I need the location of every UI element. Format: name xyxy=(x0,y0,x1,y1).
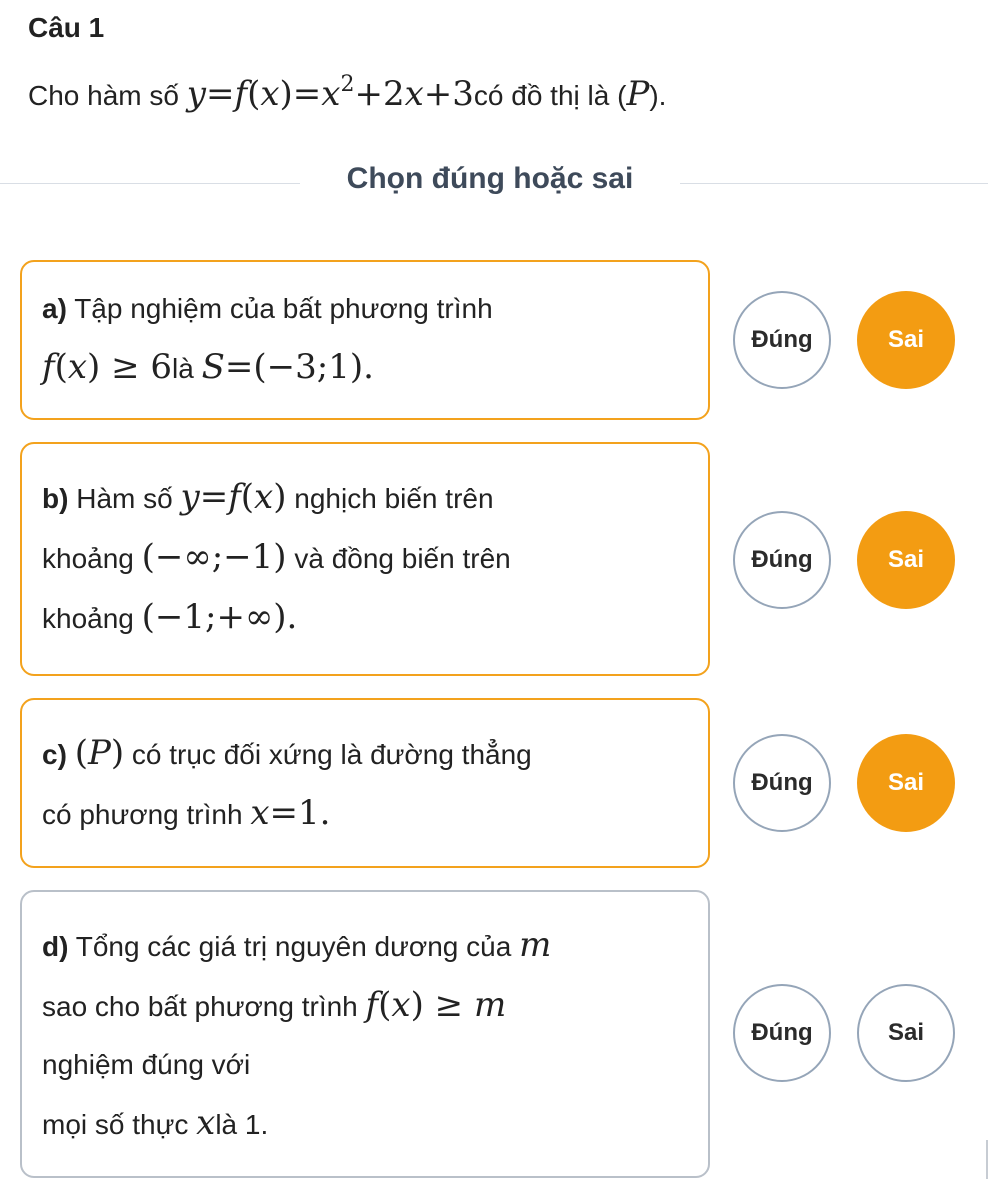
statement-card-b: b) Hàm số y=f(x) nghịch biến trên khoảng (−∞;−1) và đồng biến trên khoảng (−1;+∞). xyxy=(20,442,710,676)
question-intro-suffix: có đồ thị là (P). xyxy=(473,74,667,114)
true-button-a[interactable]: Đúng xyxy=(733,291,831,389)
true-button-d[interactable]: Đúng xyxy=(733,984,831,1082)
statement-label: c) xyxy=(42,739,67,770)
question-intro-prefix: Cho hàm số xyxy=(28,80,187,111)
statement-label: d) xyxy=(42,931,69,962)
statement-card-c: c) (P) có trục đối xứng là đường thẳng có phương trình x=1. xyxy=(20,698,710,868)
divider-left xyxy=(0,183,300,184)
question-title: Câu 1 xyxy=(28,12,105,43)
false-button-a[interactable]: Sai xyxy=(857,291,955,389)
question-text: Cho hàm số $y=f(x)=x^2+2x+3có$ đồ thị là (P). xyxy=(28,72,667,114)
statement-text: Tập nghiệm của bất phương trình xyxy=(74,293,493,324)
statement-card-a: a) Tập nghiệm của bất phương trình f(x) ≥ 6là S=(−3;1). xyxy=(20,260,710,420)
false-button-c[interactable]: Sai xyxy=(857,734,955,832)
statement-label: a) xyxy=(42,293,67,324)
statement-label: b) xyxy=(42,483,69,514)
divider-right xyxy=(680,183,988,184)
true-button-c[interactable]: Đúng xyxy=(733,734,831,832)
instruction-heading: Chọn đúng hoặc sai xyxy=(346,162,634,195)
statement-card-d: d) Tổng các giá trị nguyên dương của m sao cho bất phương trình f(x) ≥ m nghiệm đúng với mọi số thực xlà 1. xyxy=(20,890,710,1178)
false-button-d[interactable]: Sai xyxy=(857,984,955,1082)
false-button-b[interactable]: Sai xyxy=(857,511,955,609)
question-formula: y xyxy=(186,74,206,114)
true-button-b[interactable]: Đúng xyxy=(733,511,831,609)
